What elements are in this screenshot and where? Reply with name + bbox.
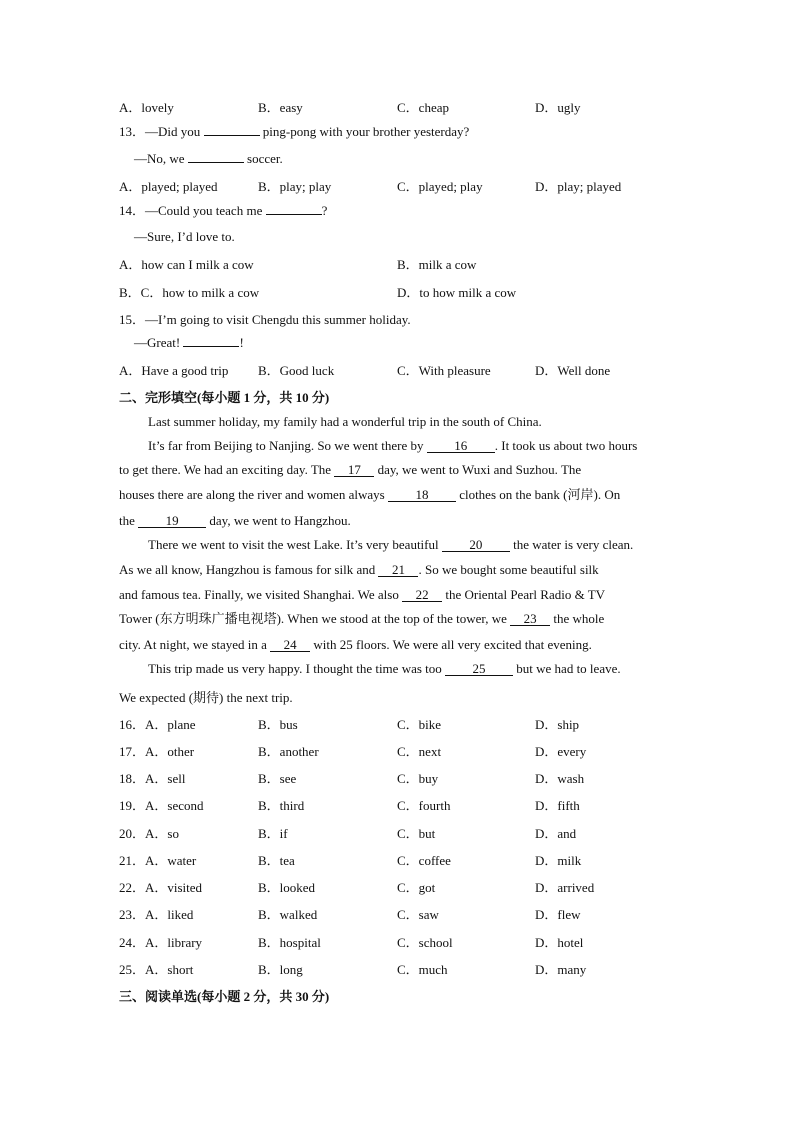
option-b: B．if [258, 826, 288, 841]
passage-text: houses there are along the river and women always [119, 487, 385, 502]
option-b: B．tea [258, 853, 295, 868]
option-b: B．walked [258, 907, 318, 922]
q15-option-c: C．With pleasure [397, 363, 491, 378]
option-c: C．fourth [397, 798, 451, 813]
passage-text: It’s far from Beijing to Nanjing. So we went there by [148, 438, 424, 453]
passage-line [119, 562, 599, 578]
passage-text: Tower (东方明珠广播电视塔). When we stood at the top of the tower, we [119, 611, 507, 626]
passage-text: day, we went to Wuxi and Suzhou. The [377, 462, 582, 477]
q14-stem-before: 14．—Could you teach me [119, 203, 263, 218]
passage-line [148, 537, 633, 553]
q14-option-a: A．how can I milk a cow [119, 257, 254, 272]
option-c: C．school [397, 935, 453, 950]
option-a: 16．A．plane [119, 717, 196, 732]
option-b: B．another [258, 744, 319, 759]
option-a: 20．A．so [119, 826, 179, 841]
answer-blank [266, 214, 322, 215]
option-a: 19．A．second [119, 798, 204, 813]
option-d: D．every [535, 744, 587, 759]
blank-21: 21 [378, 563, 418, 577]
blank-25: 25 [445, 662, 513, 676]
option-b: B．see [258, 771, 297, 786]
q14-reply: —Sure, I’d love to. [134, 229, 235, 244]
answer-blank [188, 162, 244, 163]
q13-option-c: C．played; play [397, 179, 483, 194]
option-a: 21．A．water [119, 853, 197, 868]
option-c: C．much [397, 962, 448, 977]
q13-reply [134, 151, 283, 167]
q15-stem: 15．—I’m going to visit Chengdu this summer holiday. [119, 312, 411, 327]
blank-17: 17 [334, 463, 374, 477]
q13-stem-before: 13．—Did you [119, 124, 201, 139]
section3-heading: 三、阅读单选(每小题 2 分，共 30 分) [119, 989, 330, 1004]
option-a: 25．A．short [119, 962, 194, 977]
q15-option-b: B．Good luck [258, 363, 335, 378]
passage-text: . It took us about two hours [494, 438, 638, 453]
option-d: D．hotel [535, 935, 584, 950]
option-a: 23．A．liked [119, 907, 194, 922]
passage-text: . So we bought some beautiful silk [418, 562, 599, 577]
q14-option-d: D．to how milk a cow [397, 285, 517, 300]
option-b: B．long [258, 962, 303, 977]
option-c: C．bike [397, 717, 442, 732]
passage-line [119, 462, 581, 478]
q14-option-b: B．milk a cow [397, 257, 477, 272]
q13-stem-after: ping-pong with your brother yesterday? [262, 124, 470, 139]
passage-line [148, 661, 621, 677]
q15-reply [134, 335, 244, 351]
passage-line [119, 513, 351, 529]
section2-heading: 二、完形填空(每小题 1 分，共 10 分) [119, 390, 330, 405]
option-b: B．bus [258, 717, 298, 732]
passage-text: to get there. We had an exciting day. The [119, 462, 332, 477]
option-d: D．many [535, 962, 587, 977]
option-a: 24．A．library [119, 935, 203, 950]
passage-text: day, we went to Hangzhou. [209, 513, 351, 528]
passage-line [119, 611, 604, 627]
passage-text: This trip made us very happy. I thought the time was too [148, 661, 442, 676]
option-c: C．coffee [397, 853, 451, 868]
passage-line [119, 587, 605, 603]
q12-option-b: B．easy [258, 100, 303, 115]
passage-text: city. At night, we stayed in a [119, 637, 267, 652]
answer-blank [183, 346, 239, 347]
passage-text: the Oriental Pearl Radio & TV [445, 587, 606, 602]
passage-text: We expected (期待) the next trip. [119, 690, 293, 705]
q15-reply-before: —Great! [134, 335, 181, 350]
q13-stem [119, 124, 469, 140]
blank-23: 23 [510, 612, 550, 626]
option-a: 22．A．visited [119, 880, 203, 895]
option-d: D．flew [535, 907, 581, 922]
passage-text: the [119, 513, 135, 528]
q14-stem-after: ? [321, 203, 328, 218]
q13-reply-after: soccer. [247, 151, 283, 166]
q15-option-d: D．Well done [535, 363, 611, 378]
q13-reply-before: —No, we [134, 151, 185, 166]
q14-stem [119, 203, 327, 219]
option-d: D．arrived [535, 880, 595, 895]
passage-text: but we had to leave. [516, 661, 621, 676]
blank-16: 16 [427, 439, 495, 453]
passage-line [148, 438, 637, 454]
option-c: C．buy [397, 771, 439, 786]
q12-option-c: C．cheap [397, 100, 449, 115]
blank-24: 24 [270, 638, 310, 652]
passage-text: As we all know, Hangzhou is famous for silk and [119, 562, 376, 577]
blank-19: 19 [138, 514, 206, 528]
q15-reply-after: ! [239, 335, 244, 350]
q13-option-b: B．play; play [258, 179, 332, 194]
option-c: C．next [397, 744, 442, 759]
option-b: B．third [258, 798, 305, 813]
passage-text: the water is very clean. [513, 537, 634, 552]
q13-option-d: D．play; played [535, 179, 622, 194]
option-d: D．and [535, 826, 577, 841]
q13-option-a: A．played; played [119, 179, 218, 194]
q12-option-a: A．lovely [119, 100, 174, 115]
blank-20: 20 [442, 538, 510, 552]
option-a: 18．A．sell [119, 771, 186, 786]
option-d: D．fifth [535, 798, 580, 813]
passage-text: and famous tea. Finally, we visited Shanghai. We also [119, 587, 399, 602]
answer-blank [204, 135, 260, 136]
option-c: C．but [397, 826, 436, 841]
option-d: D．ship [535, 717, 580, 732]
blank-18: 18 [388, 488, 456, 502]
passage-text: with 25 floors. We were all very excited that evening. [313, 637, 592, 652]
passage-paragraph-1: Last summer holiday, my family had a wonderful trip in the south of China. [148, 414, 542, 429]
passage-text: There we went to visit the west Lake. It’s very beautiful [148, 537, 439, 552]
option-c: C．got [397, 880, 436, 895]
option-c: C．saw [397, 907, 439, 922]
passage-line [119, 637, 592, 653]
option-b: B．looked [258, 880, 316, 895]
option-d: D．wash [535, 771, 585, 786]
q14-option-c: B．C．how to milk a cow [119, 285, 260, 300]
passage-text: the whole [553, 611, 605, 626]
blank-22: 22 [402, 588, 442, 602]
option-a: 17．A．other [119, 744, 195, 759]
option-b: B．hospital [258, 935, 321, 950]
q15-option-a: A．Have a good trip [119, 363, 229, 378]
option-d: D．milk [535, 853, 582, 868]
q12-option-d: D．ugly [535, 100, 581, 115]
passage-text: clothes on the bank (河岸). On [459, 487, 621, 502]
passage-line [119, 487, 620, 503]
